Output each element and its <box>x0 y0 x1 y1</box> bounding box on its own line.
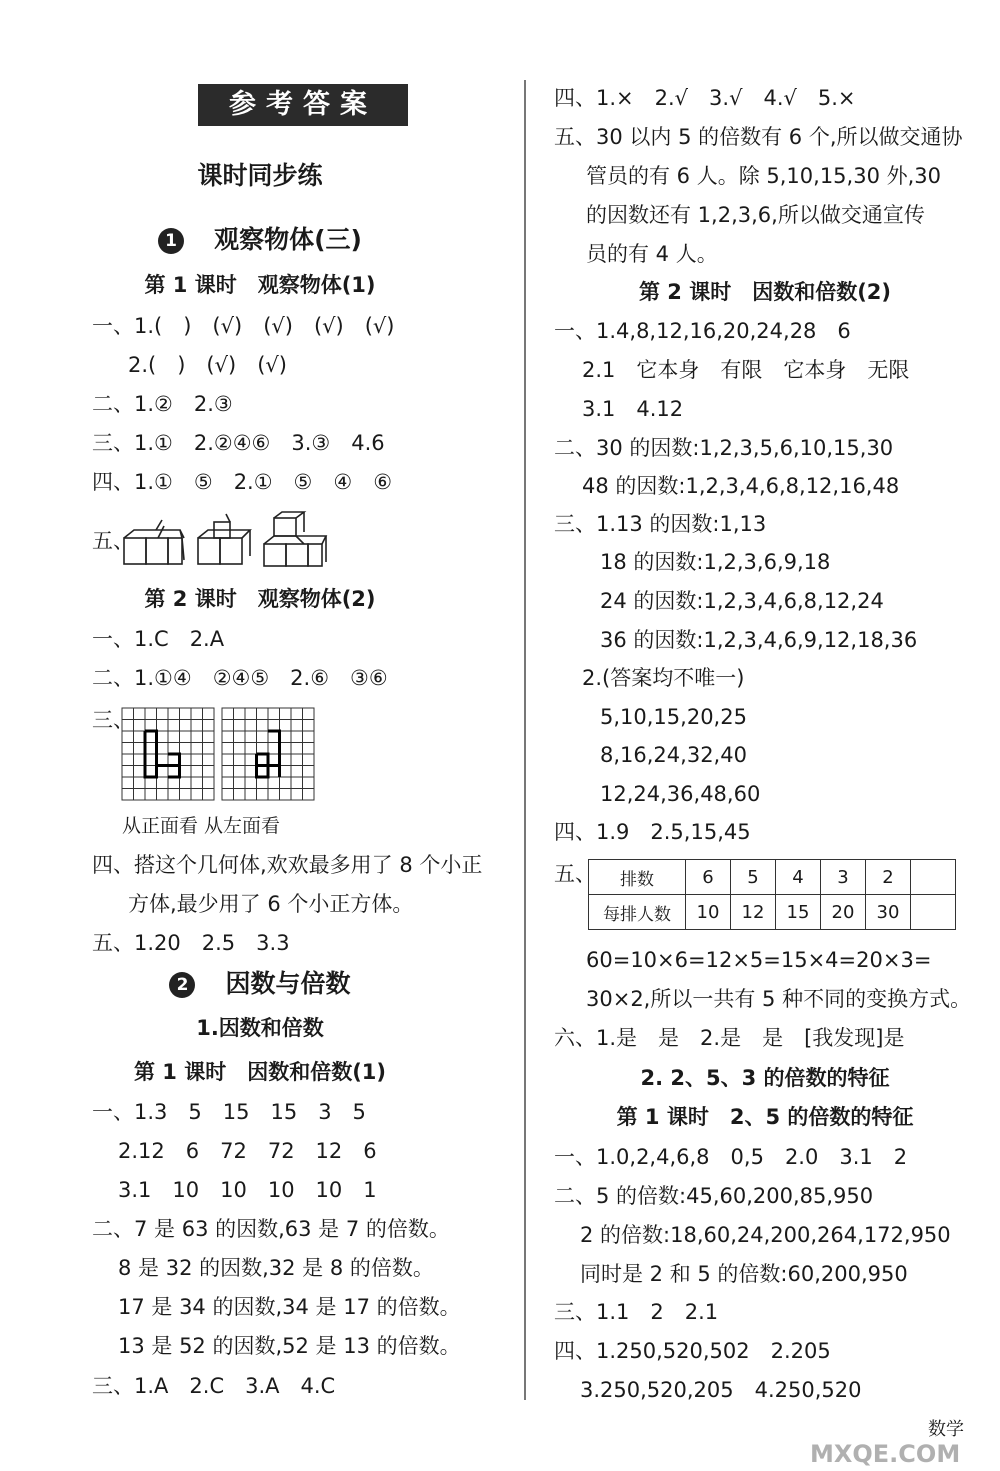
lesson4-line10: 2.(答案均不唯一) <box>582 666 745 690</box>
lesson4-line13: 12,24,36,48,60 <box>600 782 761 806</box>
lesson2-line6: 五、1.20 2.5 3.3 <box>92 931 290 955</box>
column-divider <box>524 80 526 1400</box>
lesson5-title: 第 1 课时 2、5 的倍数的特征 <box>616 1105 914 1129</box>
lesson3-line8: 三、1.A 2.C 3.A 4.C <box>92 1374 336 1398</box>
answer-banner: 参考答案 <box>198 84 408 126</box>
lesson2-line4: 四、搭这个几何体,欢欢最多用了 8 个小正 <box>92 853 483 877</box>
lesson4-line11: 5,10,15,20,25 <box>600 705 747 729</box>
right-line1: 四、1.× 2.√ 3.√ 4.√ 5.× <box>554 86 856 110</box>
lesson4-line2: 2.1 它本身 有限 它本身 无限 <box>582 358 910 382</box>
lesson5-line4: 同时是 2 和 5 的倍数:60,200,950 <box>580 1262 908 1286</box>
lesson5-line6: 四、1.250,520,502 2.205 <box>554 1339 831 1363</box>
right-column <box>530 0 1000 1471</box>
lesson4-line3: 3.1 4.12 <box>582 397 684 421</box>
lesson3-line6: 17 是 34 的因数,34 是 17 的倍数。 <box>118 1295 461 1319</box>
table-cell: 6 <box>686 860 731 895</box>
lesson1-line2: 2.( ) (√) (√) <box>128 353 287 377</box>
lesson2-line5: 方体,最少用了 6 个小正方体。 <box>128 892 414 916</box>
table-cell: 30 <box>866 895 911 930</box>
lesson4-line17: 30×2,所以一共有 5 种不同的变换方式。 <box>586 987 972 1011</box>
lesson2-line3: 三、 <box>92 708 134 732</box>
lesson1-line4: 三、1.① 2.②④⑥ 3.③ 4.6 <box>92 431 385 455</box>
lesson5-line3: 2 的倍数:18,60,24,200,264,172,950 <box>580 1223 951 1247</box>
lesson4-line6: 三、1.13 的因数:1,13 <box>554 512 767 536</box>
table-cell: 15 <box>776 895 821 930</box>
lesson2-line2: 二、1.①④ ②④⑤ 2.⑥ ③⑥ <box>92 666 388 690</box>
sub2-title: 2. 2、5、3 的倍数的特征 <box>640 1066 890 1090</box>
lesson4-line5: 48 的因数:1,2,3,4,6,8,12,16,48 <box>582 474 900 498</box>
lesson4-line16: 60=10×6=12×5=15×4=20×3= <box>586 948 932 972</box>
right-line4: 的因数还有 1,2,3,6,所以做交通宣传 <box>586 203 925 227</box>
table-cell: 3 <box>821 860 866 895</box>
table-cell: 10 <box>686 895 731 930</box>
unit1-badge: 1 <box>158 228 184 254</box>
lesson2-title: 第 2 课时 观察物体(2) <box>144 587 376 611</box>
lesson4-line7: 18 的因数:1,2,3,6,9,18 <box>600 550 831 574</box>
lesson3-line1: 一、1.3 5 15 15 3 5 <box>92 1100 366 1124</box>
grid-caption: 从正面看 从左面看 <box>122 815 281 837</box>
lesson4-line18: 六、1.是 是 2.是 是 [我发现]是 <box>554 1026 905 1050</box>
watermark-text: MXQE.COM <box>810 1440 961 1468</box>
lesson5-line7: 3.250,520,205 4.250,520 <box>580 1378 862 1402</box>
unit2-badge: 2 <box>169 972 195 998</box>
table-cell: 12 <box>731 895 776 930</box>
lesson3-line2: 2.12 6 72 72 12 6 <box>118 1139 377 1163</box>
unit2-title: 因数与倍数 <box>225 969 351 998</box>
lesson5-line5: 三、1.1 2 2.1 <box>554 1300 719 1324</box>
right-line2: 五、30 以内 5 的倍数有 6 个,所以做交通协 <box>554 125 963 149</box>
arrangement-table <box>588 859 956 930</box>
table-row <box>589 895 956 930</box>
lesson4-line14: 四、1.9 2.5,15,45 <box>554 820 751 844</box>
lesson1-line5: 四、1.① ⑤ 2.① ⑤ ④ ⑥ <box>92 470 393 494</box>
lesson3-line4: 二、7 是 63 的因数,63 是 7 的倍数。 <box>92 1217 450 1241</box>
lesson1-title: 第 1 课时 观察物体(1) <box>144 273 376 297</box>
lesson4-line9: 36 的因数:1,2,3,4,6,9,12,18,36 <box>600 628 918 652</box>
lesson4-line12: 8,16,24,32,40 <box>600 743 747 767</box>
cube-figures <box>118 508 338 570</box>
lesson4-line15: 五、 <box>554 862 596 886</box>
table-cell: 排数 <box>589 860 686 895</box>
lesson3-line5: 8 是 32 的因数,32 是 8 的倍数。 <box>118 1256 434 1280</box>
lesson3-line7: 13 是 52 的因数,52 是 13 的倍数。 <box>118 1334 461 1358</box>
unit2-heading <box>0 970 520 998</box>
unit1-heading <box>0 226 520 254</box>
lesson3-line3: 3.1 10 10 10 10 1 <box>118 1178 377 1202</box>
lesson4-title: 第 2 课时 因数和倍数(2) <box>638 280 892 304</box>
lesson2-line1: 一、1.C 2.A <box>92 627 225 651</box>
right-line3: 管员的有 6 人。除 5,10,15,30 外,30 <box>586 164 942 188</box>
table-cell: 4 <box>776 860 821 895</box>
lesson1-line3: 二、1.② 2.③ <box>92 392 233 416</box>
table-cell: 每排人数 <box>589 895 686 930</box>
lesson5-line2: 二、5 的倍数:45,60,200,85,950 <box>554 1184 874 1208</box>
lesson4-line1: 一、1.4,8,12,16,20,24,28 6 <box>554 319 851 343</box>
section-title: 课时同步练 <box>197 161 323 190</box>
table-cell: 5 <box>731 860 776 895</box>
lesson4-line8: 24 的因数:1,2,3,4,6,8,12,24 <box>600 589 884 613</box>
table-cell <box>911 860 956 895</box>
sub1-title: 1.因数和倍数 <box>196 1016 324 1040</box>
table-row <box>589 860 956 895</box>
footer-subject: 数学 <box>928 1419 964 1440</box>
table-cell: 2 <box>866 860 911 895</box>
table-cell: 20 <box>821 895 866 930</box>
unit1-title: 观察物体(三) <box>214 225 362 254</box>
table-cell <box>911 895 956 930</box>
right-line5: 员的有 4 人。 <box>586 242 718 266</box>
lesson5-line1: 一、1.0,2,4,6,8 0,5 2.0 3.1 2 <box>554 1145 908 1169</box>
grid-figures <box>120 706 320 802</box>
lesson1-line6: 五、 <box>92 529 134 553</box>
lesson3-title: 第 1 课时 因数和倍数(1) <box>133 1060 387 1084</box>
lesson1-line1: 一、1.( ) (√) (√) (√) (√) <box>92 314 395 338</box>
lesson4-line4: 二、30 的因数:1,2,3,5,6,10,15,30 <box>554 436 894 460</box>
